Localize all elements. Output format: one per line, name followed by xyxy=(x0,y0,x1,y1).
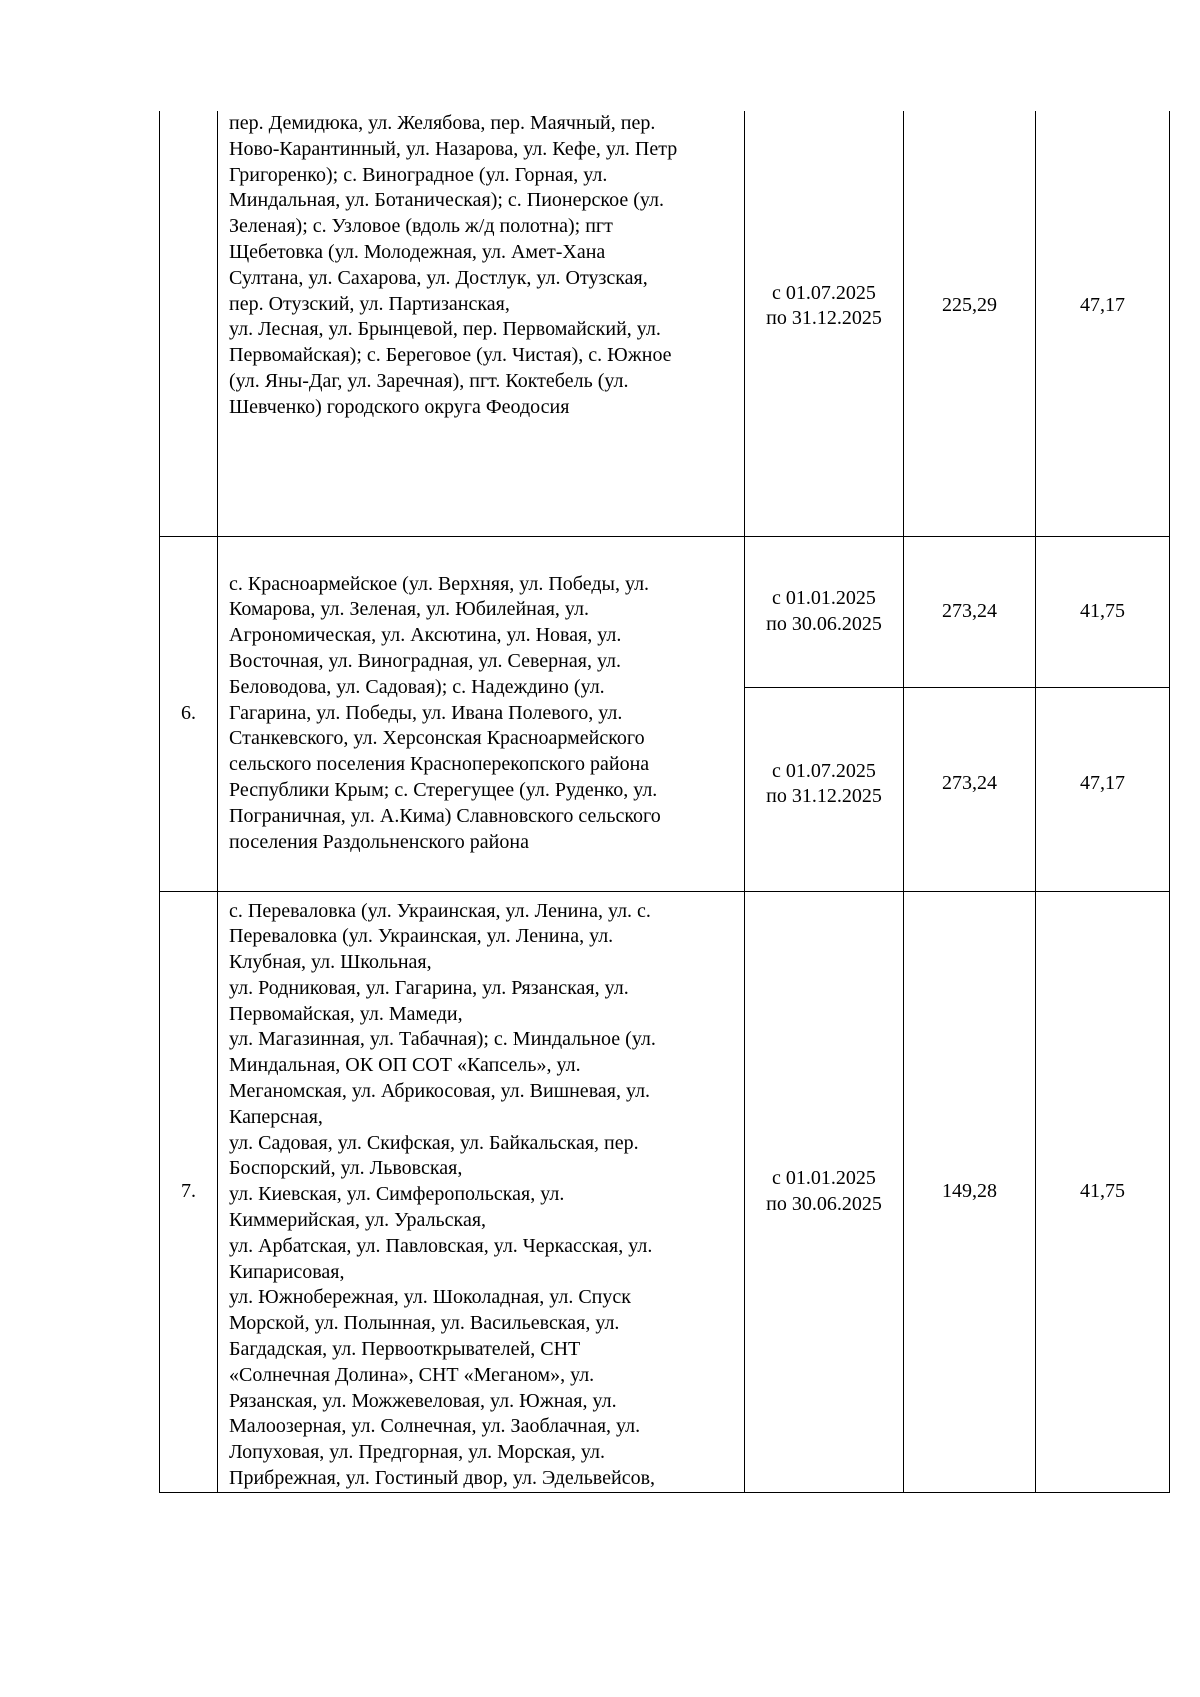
period-to: по 31.12.2025 xyxy=(766,307,882,330)
address-line: ул. Лесная, ул. Брынцевой, пер. Первомайский, ул. xyxy=(229,318,661,341)
address-line: Лопуховая, ул. Предгорная, ул. Морская, ул. xyxy=(229,1441,605,1464)
row-number-cell xyxy=(160,111,218,536)
period-cell xyxy=(745,536,904,687)
address-line: Киммерийская, ул. Уральская, xyxy=(229,1209,487,1232)
address-line: Переваловка (ул. Украинская, ул. Ленина, ул. xyxy=(229,925,614,948)
address-line: Щебетовка (ул. Молодежная, ул. Амет-Хана xyxy=(229,240,606,263)
address-line: Первомайская, ул. Мамеди, xyxy=(229,1002,463,1025)
period-to: по 31.12.2025 xyxy=(766,785,882,807)
rate-cell: 47,17 xyxy=(1036,111,1170,536)
period-from: с 01.07.2025 xyxy=(772,281,876,304)
address-line: Рязанская, ул. Можжевеловая, ул. Южная, ул. xyxy=(229,1389,617,1412)
address-line: ул. Садовая, ул. Скифская, ул. Байкальская, пер. xyxy=(229,1131,639,1154)
address-line: Султана, ул. Сахарова, ул. Достлук, ул. Отузская, xyxy=(229,266,648,289)
price-cell: 273,24 xyxy=(904,536,1036,687)
address-line: Первомайская); с. Береговое (ул. Чистая), с. Южное xyxy=(229,344,672,367)
address-line: Беловодова, ул. Садовая); с. Надеждино (ул. xyxy=(229,675,605,698)
row-number-cell: 6. xyxy=(160,536,218,891)
address-line: Боспорский, ул. Львовская, xyxy=(229,1157,463,1180)
table-row-5-continuation xyxy=(160,111,1170,536)
price-cell: 273,24 xyxy=(904,687,1036,891)
address-line: с. Красноармейское (ул. Верхняя, ул. Победы, ул. xyxy=(229,572,650,595)
address-line: пер. Отузский, ул. Партизанская, xyxy=(229,292,510,315)
address-line: Шевченко) городского округа Феодосия xyxy=(229,395,570,418)
address-line: сельского поселения Красноперекопского района xyxy=(229,753,650,776)
address-line: ул. Арбатская, ул. Павловская, ул. Черкасская, ул. xyxy=(229,1234,653,1257)
address-line: Восточная, ул. Виноградная, ул. Северная, ул. xyxy=(229,650,622,672)
tariff-table xyxy=(159,111,1170,1493)
price-cell: 149,28 xyxy=(904,891,1036,1492)
address-line: Малоозерная, ул. Солнечная, ул. Заоблачная, ул. xyxy=(229,1415,641,1438)
period-from: с 01.01.2025 xyxy=(772,587,876,609)
address-line: Ново-Карантинный, ул. Назарова, ул. Кефе, ул. Петр xyxy=(229,137,678,160)
address-line: «Солнечная Долина», СНТ «Меганом», ул. xyxy=(229,1363,595,1386)
period-to: по 30.06.2025 xyxy=(766,612,882,635)
address-line: Миндальная, ул. Ботаническая); с. Пионерское (ул. xyxy=(229,189,664,212)
address-line: Григоренко); с. Виноградное (ул. Горная, ул. xyxy=(229,163,608,186)
address-line: ул. Родниковая, ул. Гагарина, ул. Рязанская, ул. xyxy=(229,976,629,999)
address-cell xyxy=(218,536,745,891)
period-to: по 30.06.2025 xyxy=(766,1192,882,1215)
address-line: ул. Киевская, ул. Симферопольская, ул. xyxy=(229,1183,565,1206)
address-line: ул. Южнобережная, ул. Шоколадная, ул. Спуск xyxy=(229,1286,631,1309)
address-line: Зеленая); с. Узловое (вдоль ж/д полотна); пгт xyxy=(229,215,613,238)
address-line: Меганомская, ул. Абрикосовая, ул. Вишневая, ул. xyxy=(229,1080,651,1103)
period-from: с 01.07.2025 xyxy=(772,759,876,782)
row-number-cell: 7. xyxy=(160,891,218,1492)
address-line: пер. Демидюка, ул. Желябова, пер. Маячный, пер. xyxy=(229,112,656,134)
address-line: Станкевского, ул. Херсонская Красноармейского xyxy=(229,727,645,750)
address-line: ул. Магазинная, ул. Табачная); с. Миндальное (ул. xyxy=(229,1028,656,1051)
address-cell xyxy=(218,111,745,536)
address-line: Морской, ул. Полынная, ул. Васильевская, ул. xyxy=(229,1312,620,1335)
address-line: Республики Крым; с. Стерегущее (ул. Руденко, ул. xyxy=(229,778,658,801)
table-row-6 xyxy=(160,536,1170,687)
address-line: Клубная, ул. Школьная, xyxy=(229,951,432,974)
address-line: (ул. Яны-Даг, ул. Заречная), пгт. Коктебель (ул. xyxy=(229,369,629,392)
address-line: поселения Раздольненского района xyxy=(229,830,529,853)
price-cell: 225,29 xyxy=(904,111,1036,536)
rate-cell: 41,75 xyxy=(1036,536,1170,687)
address-line: Гагарина, ул. Победы, ул. Ивана Полевого, ул. xyxy=(229,701,623,724)
address-cell xyxy=(218,891,745,1492)
rate-cell: 47,17 xyxy=(1036,687,1170,891)
period-cell xyxy=(745,891,904,1492)
address-line: Миндальная, ОК ОП СОТ «Капсель», ул. xyxy=(229,1054,581,1077)
address-line: с. Переваловка (ул. Украинская, ул. Ленина, ул. с. xyxy=(229,899,651,922)
rate-cell: 41,75 xyxy=(1036,891,1170,1492)
table-row-7 xyxy=(160,891,1170,1492)
period-from: с 01.01.2025 xyxy=(772,1167,876,1190)
address-line: Агрономическая, ул. Аксютина, ул. Новая, ул. xyxy=(229,624,622,647)
period-cell xyxy=(745,111,904,536)
address-line: Прибрежная, ул. Гостиный двор, ул. Эдельвейсов, xyxy=(229,1467,656,1490)
address-line: Комарова, ул. Зеленая, ул. Юбилейная, ул. xyxy=(229,598,590,621)
address-line: Багдадская, ул. Первооткрывателей, СНТ xyxy=(229,1338,581,1361)
address-line: Кипарисовая, xyxy=(229,1260,345,1283)
address-line: Пограничная, ул. А.Кима) Славновского сельского xyxy=(229,804,661,827)
address-line: Каперсная, xyxy=(229,1105,323,1128)
period-cell xyxy=(745,687,904,891)
